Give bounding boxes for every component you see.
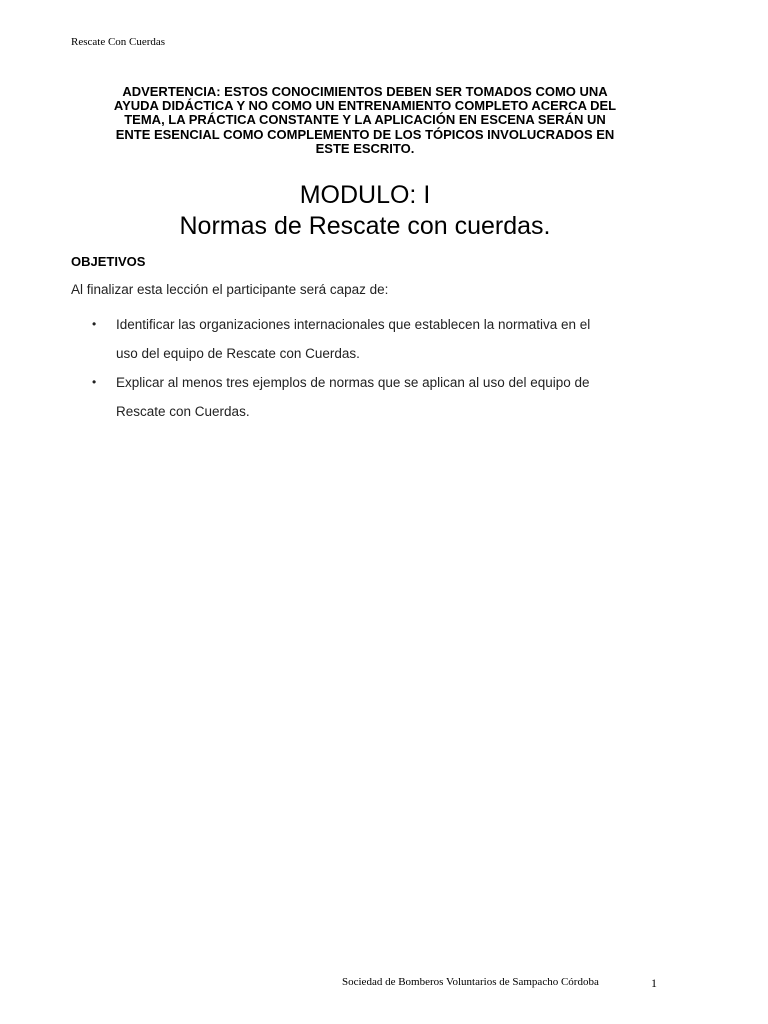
page-number: 1 [651, 976, 657, 990]
warning-line: AYUDA DIDÁCTICA Y NO COMO UN ENTRENAMIENTO COMPLETO ACERCA DEL [113, 98, 617, 114]
objectives-intro: Al finalizar esta lección el participante será capaz de: [71, 282, 389, 297]
list-item-line: Rescate con Cuerdas. [116, 404, 250, 419]
list-item [92, 368, 662, 426]
bullet-icon: • [92, 317, 97, 331]
running-header: Rescate Con Cuerdas [71, 36, 166, 48]
warning-line: TEMA, LA PRÁCTICA CONSTANTE Y LA APLICACIÓN EN ESCENA SERÁN UN [124, 112, 606, 128]
warning-line: ESTE ESCRITO. [315, 140, 415, 156]
warning-line: ENTE ESENCIAL COMO COMPLEMENTO DE LOS TÓPICOS INVOLUCRADOS EN [115, 126, 615, 142]
list-item-line: Explicar al menos tres ejemplos de normas que se aplican al uso del equipo de [116, 375, 590, 390]
list-item [92, 310, 662, 368]
bullet-icon: • [92, 375, 97, 389]
module-subtitle: Normas de Rescate con cuerdas. [179, 212, 551, 240]
objectives-list [92, 310, 662, 426]
module-title: MODULO: I [299, 181, 431, 209]
list-item-line: uso del equipo de Rescate con Cuerdas. [116, 346, 360, 361]
footer-organization: Sociedad de Bomberos Voluntarios de Sampacho Córdoba [342, 976, 599, 988]
objectives-heading: OBJETIVOS [71, 254, 146, 269]
list-item-line: Identificar las organizaciones internacionales que establecen la normativa en el [116, 317, 591, 332]
module-heading [70, 180, 660, 242]
warning-notice [70, 85, 660, 156]
warning-line: ADVERTENCIA: ESTOS CONOCIMIENTOS DEBEN SER TOMADOS COMO UNA [122, 84, 608, 99]
